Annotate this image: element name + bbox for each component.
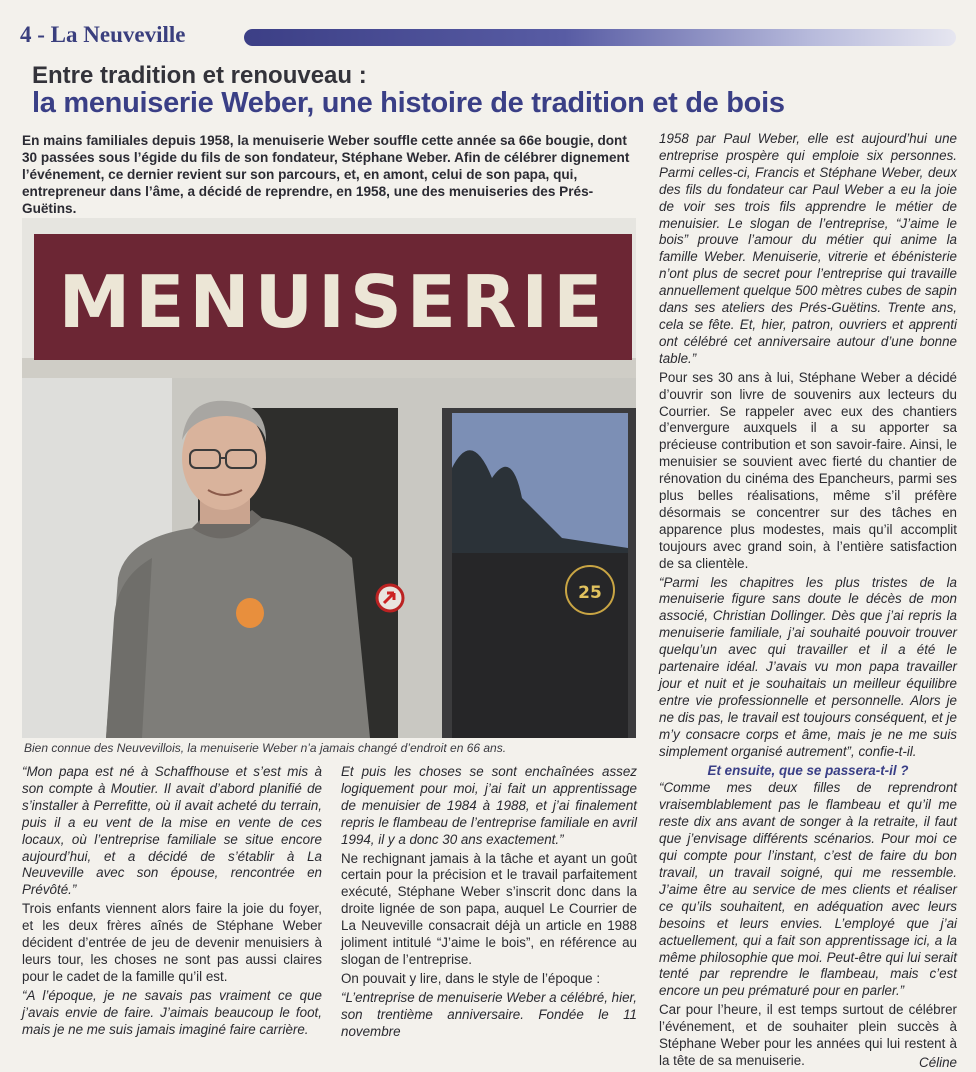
storefront-photo	[22, 218, 636, 738]
paragraph: “L’entreprise de menuiserie Weber a célébré, hier, son trentième anniversaire. Fondée le 11 novembre	[341, 989, 637, 1039]
article-headline: la menuiserie Weber, une histoire de tradition et de bois	[32, 87, 785, 119]
section-label: 4 - La Neuveville	[20, 22, 186, 47]
sign-text: MENUISERIE	[58, 260, 608, 344]
paragraph: “Parmi les chapitres les plus tristes de la menuiserie figure sans doute le décès de mon associé, Christian Dollinger. Dès que j’ai repris la menuiserie familiale, j’ai souhaité pouvoir trouver quelqu’un avec qui travailler et il a été le partenaire idéal. J’avais vu mon papa travailler jour et nuit et je souhaitais un meilleur équilibre entre vie professionnelle et personnelle. Alors je ne dis pas, le travail est toujours conséquent, et je m’y consacre corps et âme, mais je ne me suis simplement organisé autrement”, confie-t-il.	[659, 574, 957, 759]
header-bar	[244, 29, 956, 46]
author-signature: Céline	[919, 1054, 957, 1070]
page-header	[20, 22, 956, 52]
paragraph: Ne rechignant jamais à la tâche et ayant un goût certain pour la précision et le travail parfaitement exécuté, Stéphane Weber s’inscrit donc dans la droite lignée de son papa, auquel Le Courrier de La Neuveville consacrait déjà un article en 1988 joliment intitulé “J’aime le bois”, en référence au slogan de l’entreprise.	[341, 850, 637, 967]
paragraph: Trois enfants viennent alors faire la joie du foyer, et les deux frères aînés de Stéphane Weber décident d’entrée de jeu de devenir menuisiers à leurs tour, les choses ne sont pas aussi claires pour le cadet de la famille qu’il est.	[22, 901, 322, 984]
paragraph: “A l’époque, je ne savais pas vraiment ce que j’avais envie de faire. J’aimais beaucoup le foot, mais je ne me suis jamais imaginé faire carrière.	[22, 987, 322, 1037]
article-kicker: Entre tradition et renouveau :	[32, 62, 367, 89]
paragraph: Car pour l’heure, il est temps surtout de célébrer l’événement, et de souhaiter plein succès à Stéphane Weber pour les années qui lui restent à la tête de sa menuiserie.	[659, 1002, 957, 1068]
paragraph: Pour ses 30 ans à lui, Stéphane Weber a décidé d’ouvrir son livre de souvenirs aux lecteurs du Courrier. Se rappeler avec eux des chantiers d’envergure auxquels il a su apporter sa précieuse contribution et son savoir-faire. Ainsi, le menuisier se souvient avec fierté du chantier de rénovation du cinéma des Epancheurs, parmi ses plus belles réalisations, même s’il préfère désormais se concentrer sur des tâches en apparence plus modestes, mais qu’il accomplit toujours avec grand soin, à l’entière satisfaction de sa clientèle.	[659, 369, 957, 571]
article-photo	[22, 218, 636, 738]
article-lead: En mains familiales depuis 1958, la menuiserie Weber souffle cette année sa 66e bougie, dont 30 passées sous l’égide du fils de son fondateur, Stéphane Weber. Afin de célébrer dignement l’événement, ce dernier revient sur son parcours, et, en amont, celui de son papa, qui, entrepreneur dans l’âme, a décidé de reprendre, en 1958, une des menuiseries des Prés-Guëtins.	[22, 133, 630, 216]
photo-caption: Bien connue des Neuvevillois, la menuiserie Weber n’a jamais changé d’endroit en 66 ans.	[24, 741, 507, 755]
column-1	[22, 764, 322, 1041]
shirt-logo	[236, 598, 264, 628]
column-3	[659, 131, 957, 1072]
paragraph: “Comme mes deux filles de reprendront vraisemblablement pas le flambeau et qu’il me reste dix ans avant de songer à la retraite, il faut que j’envisage différents scénarios. Pour moi ce qui compte pour l’instant, c’est de faire du bon travail, un travail soigné, qui me ressemble. J’aime être au service de mes clients et réaliser ce qu’ils souhaitent, en adéquation avec leurs besoins et leurs envies. L’employé que j’ai actuellement, qui a fait son apprentissage ici, a la même philosophie que moi. Peut-être qui lui serait tenté par reprendre le flambeau, mais c’est encore un peu prématuré pour en parler.”	[659, 780, 957, 999]
column-2	[341, 764, 637, 1043]
svg-text:25: 25	[578, 583, 602, 603]
paragraph: “Mon papa est né à Schaffhouse et s’est mis à son compte à Moutier. Il avait d’abord planifié de s’installer à Perrefitte, où il avait acheté du terrain, puis il a eu vent de la mise en vente de ces locaux, où l’entreprise familiale se situe encore aujourd’hui, et a décidé de s’établir à La Neuveville avec son épouse, rencontrée en Prévôté.”	[22, 764, 322, 898]
paragraph: 1958 par Paul Weber, elle est aujourd’hui une entreprise prospère qui emploie six personnes. Parmi celles-ci, Francis et Stéphane Weber, deux des fils du fondateur car Paul Weber a eu la joie de voir ses trois fils apprendre le métier de menuisier. Le slogan de l’entreprise, “J’aime le bois” prouve l’amour du métier qui anime la famille Weber. Menuiserie, vitrerie et ébénisterie n’ont plus de secret pour l’entreprise qui travaille annuellement quelque 500 mètres cubes de sapin dans ses ateliers des Prés-Guëtins. Trente ans, cela se fête. Et, hier, patron, ouvriers et apprenti ont célébré cet anniversaire autour d’une bonne table.”	[659, 131, 957, 366]
paragraph: On pouvait y lire, dans le style de l’époque :	[341, 970, 601, 986]
article-subhead: Et ensuite, que se passera-t-il ?	[707, 762, 909, 778]
paragraph: Et puis les choses se sont enchaînées assez logiquement pour moi, j’ai fait un apprentissage de menuisier de 1984 à 1988, et j’ai finalement repris le flambeau de l’entreprise familiale en avril 1994, il y a donc 30 ans exactement.”	[341, 764, 637, 847]
